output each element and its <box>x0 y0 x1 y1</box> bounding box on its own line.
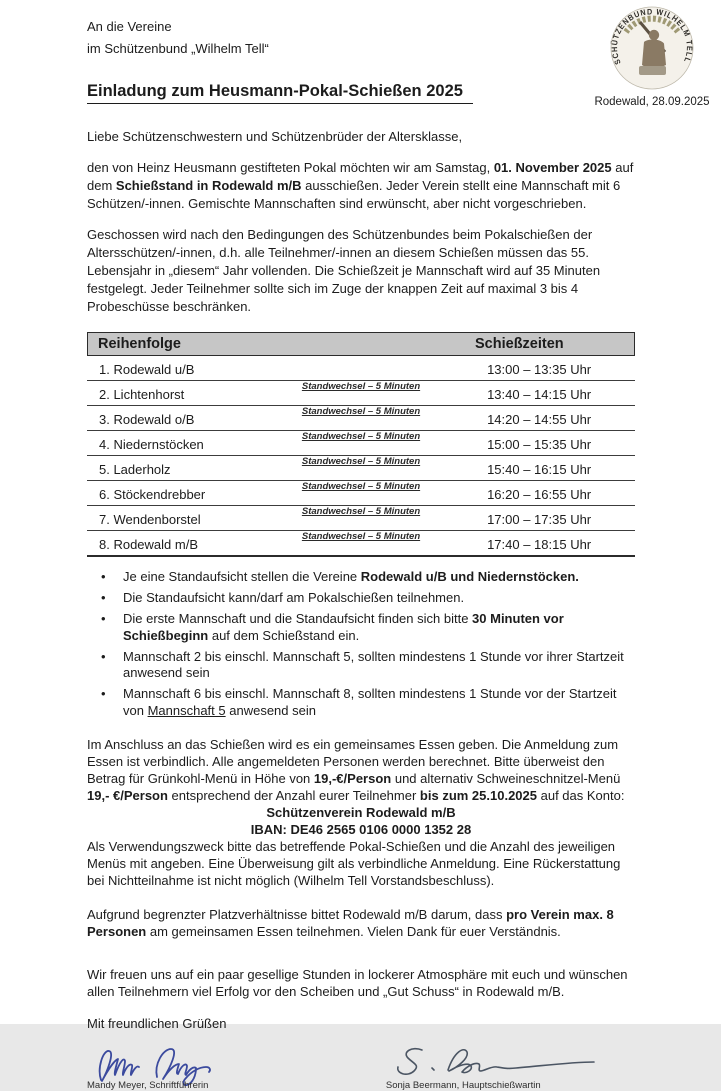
team-name: 4. Niedernstöcken <box>99 437 204 452</box>
bullet-marker: • <box>101 590 106 605</box>
table-row <box>87 480 635 505</box>
shooting-time: 15:40 – 16:15 Uhr <box>487 462 592 477</box>
paragraph-verwendungszweck: Als Verwendungszweck bitte das betreffende Pokal-Schießen und die Anzahl des jeweiligen Menüs mit angeben. Eine Überweisung gilt als verbindliche Anmeldung. Eine Rückerstattung bei Nichtteilnahme ist nicht möglich (Wilhelm Tell Vorstandsbeschluss). <box>87 839 621 888</box>
table-row <box>87 405 635 430</box>
table-row <box>87 430 635 455</box>
bullet-item: • Die Standaufsicht kann/darf am Pokalschießen teilnehmen. <box>101 590 465 605</box>
team-name: 8. Rodewald m/B <box>99 537 198 552</box>
bullet-marker: • <box>101 648 106 664</box>
signature-caption-right: Sonja Beermann, Hauptschießwartin <box>385 1080 541 1091</box>
salutation: Liebe Schützenschwestern und Schützenbrüder der Altersklasse, <box>87 129 463 144</box>
bullet-marker: • <box>101 569 106 584</box>
bullet-marker: • <box>101 686 106 701</box>
letter-title: Einladung zum Heusmann-Pokal-Schießen 2025 <box>87 82 473 104</box>
paragraph-essen: Im Anschluss an das Schießen wird es ein gemeinsames Essen geben. Die Anmeldung zum Essen ist verbindlich. Alle angemeldeten Personen werden berechnet. Bitte überweist den Betrag für Grünkohl-Menü in Höhe von 19,-€/Person und alternativ Schweineschnitzel-Menü 19,- €/Person entsprechend der Anzahl eurer Teilnehmer bis zum 25.10.2025 auf das Konto: <box>87 737 625 803</box>
shooting-time: 16:20 – 16:55 Uhr <box>487 487 592 502</box>
shooting-time: 15:00 – 15:35 Uhr <box>487 437 592 452</box>
bullet-item: • Mannschaft 2 bis einschl. Mannschaft 5, sollten mindestens 1 Stunde vor ihrer Startzeit anwesend sein <box>101 648 624 680</box>
stand-change-note: Standwechsel – 5 Minuten <box>301 456 421 467</box>
paragraph-closing: Wir freuen uns auf ein paar gesellige Stunden in lockerer Atmosphäre mit euch und wünschen allen Teilnehmern viel Erfolg vor den Scheiben und „Gut Schuss“ in Rodewald m/B. <box>87 967 628 999</box>
stand-change-note: Standwechsel – 5 Minuten <box>301 506 421 517</box>
shooting-time: 13:00 – 13:35 Uhr <box>487 362 592 377</box>
col-header-schiesszeiten: Schießzeiten <box>475 336 564 352</box>
bullet-item: • Mannschaft 6 bis einschl. Mannschaft 8, sollten mindestens 1 Stunde vor der Startzeit von Mannschaft 5 anwesend sein <box>101 686 617 718</box>
paragraph-platz: Aufgrund begrenzter Platzverhältnisse bittet Rodewald m/B darum, dass pro Verein max. 8 Personen am gemeinsamen Essen teilnehmen. Vielen Dank für euer Verständnis. <box>87 907 614 939</box>
signature-caption-left: Mandy Meyer, Schriftführerin <box>87 1080 209 1091</box>
wilhelm-tell-statue-icon <box>610 6 694 90</box>
table-header <box>87 332 635 356</box>
stand-change-note: Standwechsel – 5 Minuten <box>301 481 421 492</box>
team-name: 3. Rodewald o/B <box>99 412 195 427</box>
signature-block <box>87 1040 635 1091</box>
team-name: 5. Laderholz <box>99 462 171 477</box>
address-line-2: im Schützenbund „Wilhelm Tell“ <box>87 41 269 56</box>
schedule-table <box>87 332 635 557</box>
bank-iban: IBAN: DE46 2565 0106 0000 1352 28 <box>250 822 472 837</box>
stand-change-note: Standwechsel – 5 Minuten <box>301 406 421 417</box>
stand-change-note: Standwechsel – 5 Minuten <box>301 431 421 442</box>
table-row <box>87 356 635 380</box>
team-name: 6. Stöckendrebber <box>99 487 206 502</box>
address-line-1: An die Vereine <box>87 19 172 34</box>
regards: Mit freundlichen Grüßen <box>87 1016 227 1031</box>
paragraph-bedingungen: Geschossen wird nach den Bedingungen des Schützenbundes beim Pokalschießen der Altersschützen/-innen, d.h. alle Teilnehmer/-innen an diesem Schießen müssen das 55. Lebensjahr in „diesem“ Jahr vollenden. Die Schießzeit je Mannschaft wird auf 35 Minuten festgelegt. Jeder Teilnehmer sollte sich im Zuge der knappen Zeit auf maximal 3 bis 4 Probeschüsse beschränken. <box>87 227 601 314</box>
logo-ring-text: SCHÜTZENBUND WILHELM TELL <box>610 7 694 66</box>
table-row <box>87 455 635 480</box>
bullet-item: • Je eine Standaufsicht stellen die Vereine Rodewald u/B und Niedernstöcken. <box>101 569 579 584</box>
table-row <box>87 380 635 405</box>
dateline: Rodewald, 28.09.2025 <box>594 96 710 108</box>
team-name: 2. Lichtenhorst <box>99 387 185 402</box>
col-header-reihenfolge: Reihenfolge <box>98 336 181 352</box>
team-name: 7. Wendenborstel <box>99 512 201 527</box>
team-name: 1. Rodewald u/B <box>99 362 195 377</box>
shooting-time: 17:00 – 17:35 Uhr <box>487 512 592 527</box>
bullet-item: • Die erste Mannschaft und die Standaufsicht finden sich bitte 30 Minuten vor Schießbeginn auf dem Schießstand ein. <box>101 611 564 643</box>
paragraph-pokal: den von Heinz Heusmann gestifteten Pokal möchten wir am Samstag, 01. November 2025 auf dem Schießstand in Rodewald m/B ausschießen. Jeder Verein stellt eine Mannschaft mit 6 Schützen/-innen. Gemischte Mannschaften sind erwünscht, aber nicht vorgeschrieben. <box>87 160 634 211</box>
shooting-time: 14:20 – 14:55 Uhr <box>487 412 592 427</box>
bank-name: Schützenverein Rodewald m/B <box>266 805 456 820</box>
shooting-time: 17:40 – 18:15 Uhr <box>487 537 592 552</box>
bullet-marker: • <box>101 611 106 626</box>
stand-change-note: Standwechsel – 5 Minuten <box>301 531 421 542</box>
stand-change-note: Standwechsel – 5 Minuten <box>301 381 421 392</box>
table-row <box>87 530 635 555</box>
bullet-list <box>87 569 635 719</box>
shooting-time: 13:40 – 14:15 Uhr <box>487 387 592 402</box>
club-logo <box>593 6 711 108</box>
table-row <box>87 505 635 530</box>
